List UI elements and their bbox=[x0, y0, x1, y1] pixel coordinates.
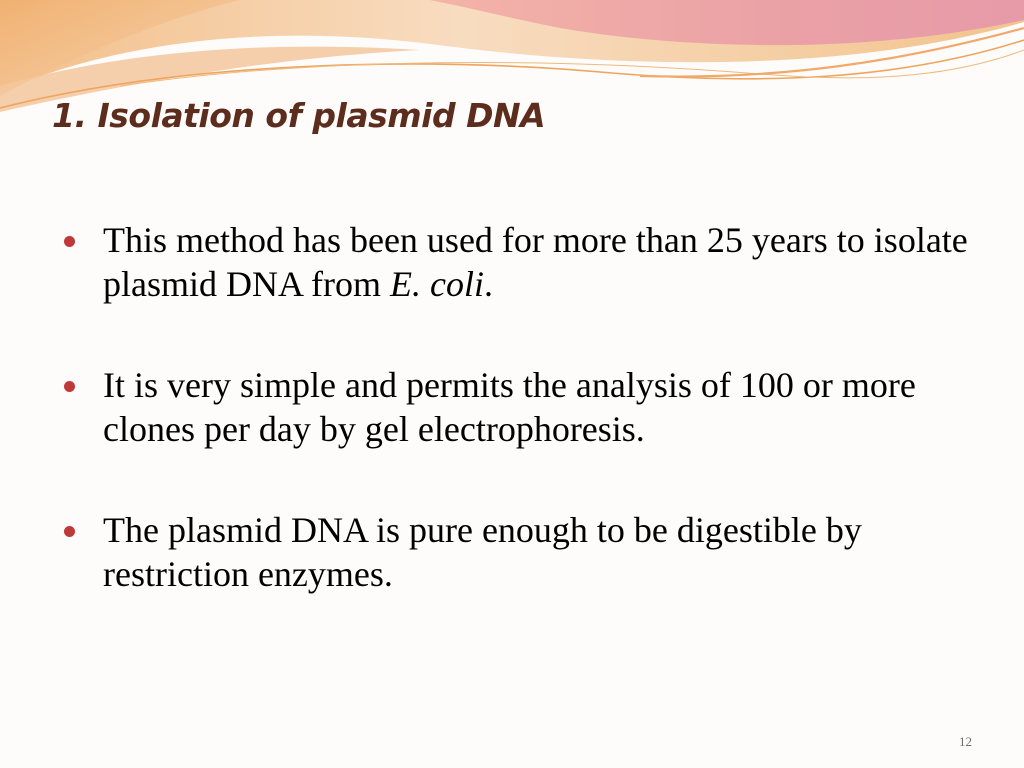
bullet-italic-text: E. coli bbox=[389, 264, 484, 304]
bullet-text: It is very simple and permits the analysis of 100 or more clones per day by gel electrophoresis. bbox=[103, 365, 916, 449]
bullet-dot-icon bbox=[64, 381, 75, 392]
bullet-item bbox=[62, 508, 972, 596]
bullet-dot-icon bbox=[64, 236, 75, 247]
slide-number: 12 bbox=[959, 734, 972, 749]
bullet-text: The plasmid DNA is pure enough to be digestible by restriction enzymes. bbox=[103, 510, 862, 594]
slide-title: 1. Isolation of plasmid DNA bbox=[52, 96, 546, 135]
bullet-item bbox=[62, 218, 972, 306]
bullet-list bbox=[62, 218, 972, 653]
bullet-item bbox=[62, 363, 972, 451]
bullet-text-tail: . bbox=[483, 264, 493, 304]
bullet-text: This method has been used for more than 25 years to isolate plasmid DNA from bbox=[103, 220, 968, 304]
bullet-dot-icon bbox=[64, 526, 75, 537]
